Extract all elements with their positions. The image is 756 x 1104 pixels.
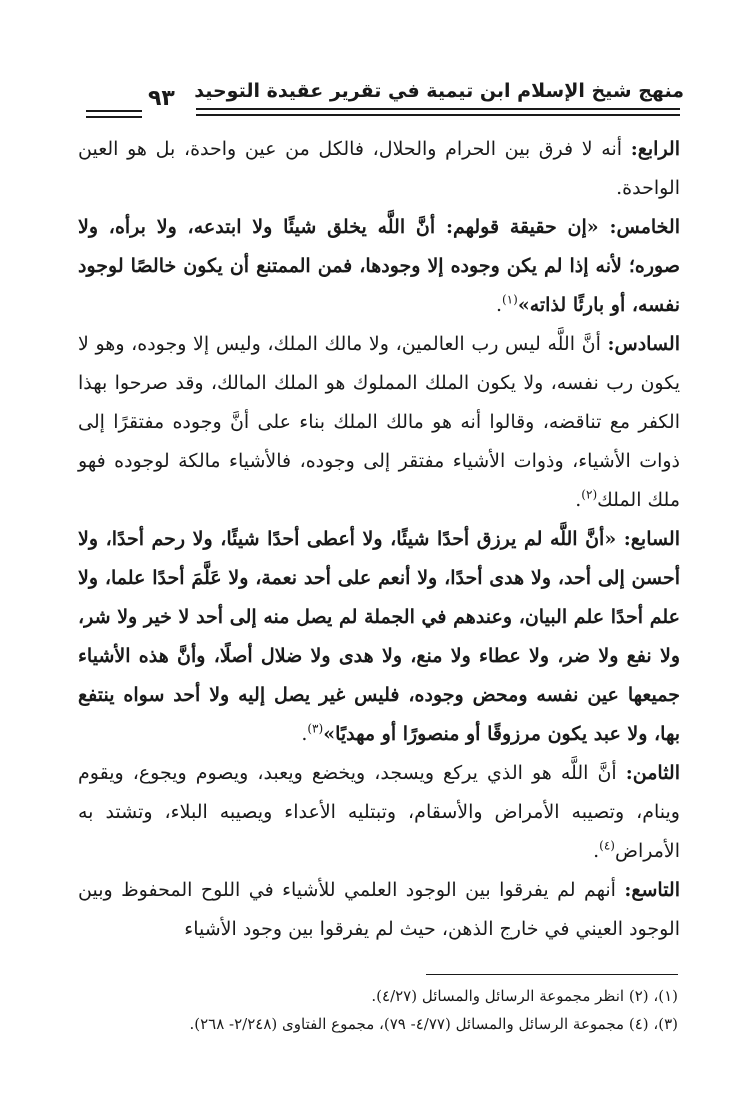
footnote-marker: (١)	[501, 292, 518, 307]
paragraph-eighth: الثامن: أنَّ اللَّه هو الذي يركع ويسجد، ويخضع ويعبد، ويصوم ويجوع، ويقوم وينام، وتصيبه الأمراض والأسقام، وتبتليه الأعداء ويصيبه البلاء، وتشتد به الأمراض$^{(٤)}$.	[78, 762, 680, 862]
paragraph-sixth: السادس: أنَّ اللَّه ليس رب العالمين، ولا مالك الملك، وليس إلا وجوده، وهو لا يكون رب نفسه، ولا يكون الملك المملوك هو الملك المالك، وقد صرحوا بهذا الكفر مع تناقضه، وقالوا أنه هو مالك الملك بناء على أنَّ وجوده مفتقرًا إلى ذوات الأشياء، وذوات الأشياء مفتقر إلى وجوده، فالأشياء مالكة لوجوده فهو ملك الملك$^{(٢)}$.	[78, 333, 680, 511]
paragraph-text: أنَّ اللَّه ليس رب العالمين، ولا مالك الملك، وليس إلا وجوده، وهو لا يكون رب نفسه، ولا يكون الملك المملوك هو الملك المالك، وقد صرحوا بهذا الكفر مع تناقضه، وقالوا أنه هو مالك الملك بناء على أنَّ وجوده مفتقرًا إلى ذوات الأشياء، وذوات الأشياء مفتقر إلى وجوده، فالأشياء مالكة لوجوده فهو ملك الملك	[78, 333, 680, 511]
paragraph-ninth	[78, 871, 680, 949]
paragraph-label: السادس:	[607, 333, 680, 355]
page-number: ٩٣	[148, 86, 175, 111]
footnotes	[76, 982, 678, 1038]
paragraph-fourth	[78, 130, 680, 208]
paragraph-text: أنَّ اللَّه هو الذي يركع ويسجد، ويخضع ويعبد، ويصوم ويجوع، ويقوم وينام، وتصيبه الأمراض والأسقام، وتبتليه الأعداء ويصيبه البلاء، وتشتد به الأمراض	[78, 762, 680, 862]
paragraph-label: الثامن:	[625, 762, 680, 784]
paragraph-fifth: الخامس: «إن حقيقة قولهم: أنَّ اللَّه يخلق شيئًا ولا ابتدعه، ولا برأه، ولا صوره؛ لأنه إذا لم يكن وجوده إلا وجودها، فمن الممتنع أن يكون خالصًا لوجود نفسه، أو بارئًا لذاته»$^{(١)}$.	[78, 216, 680, 316]
footnote-separator	[426, 974, 678, 975]
header-rule	[196, 108, 680, 110]
paragraph-text: أنهم لم يفرقوا بين الوجود العلمي للأشياء في اللوح المحفوظ وبين الوجود العيني في خارج الذهن، حيث لم يفرقوا بين وجود الأشياء	[78, 879, 680, 940]
footnote-marker: (٢)	[581, 487, 598, 502]
paragraph-label: الخامس:	[609, 216, 680, 238]
paragraph-label: الرابع:	[630, 138, 680, 160]
footnote: (١)، (٢) انظر مجموعة الرسائل والمسائل (٤/٢٧).	[371, 987, 678, 1005]
paragraph-text: «أنَّ اللَّه لم يرزق أحدًا شيئًا، ولا أعطى أحدًا شيئًا، ولا رحم أحدًا، ولا أحسن إلى أحد، ولا هدى أحدًا، ولا أنعم على أحد نعمة، ولا عَلَّمَ أحدًا علما، ولا علم أحدًا علم البيان، وعندهم في الجملة لم يصل منه إلى أحد لا خير ولا شر، ولا نفع ولا ضر، ولا عطاء ولا منع، ولا هدى ولا ضلال أصلًا، وأنَّ هذه الأشياء جميعها عين نفسه ومحض وجوده، فليس غير يصل إليه ولا أحد سواه ينتفع بها، ولا عبد يكون مرزوقًا أو منصورًا أو مهديًا»	[78, 528, 680, 745]
header-rule	[196, 114, 680, 116]
footnote-marker: (٣)	[307, 721, 324, 736]
header-rule	[86, 110, 142, 112]
header-rule	[86, 116, 142, 118]
paragraph-text: «إن حقيقة قولهم: أنَّ اللَّه يخلق شيئًا ولا ابتدعه، ولا برأه، ولا صوره؛ لأنه إذا لم يكن وجوده إلا وجودها، فمن الممتنع أن يكون خالصًا لوجود نفسه، أو بارئًا لذاته»	[78, 216, 680, 316]
main-text	[78, 130, 680, 949]
running-title: منهج شيخ الإسلام ابن تيمية في تقرير عقيدة التوحيد	[194, 80, 684, 102]
footnote-marker: (٤)	[599, 838, 615, 853]
paragraph-label: السابع:	[623, 528, 681, 550]
paragraph-text: أنه لا فرق بين الحرام والحلال، فالكل من عين واحدة، بل هو العين الواحدة.	[78, 138, 680, 199]
paragraph-label: التاسع:	[624, 879, 680, 901]
paragraph-seventh: السابع: «أنَّ اللَّه لم يرزق أحدًا شيئًا، ولا أعطى أحدًا شيئًا، ولا رحم أحدًا، ولا أحسن إلى أحد، ولا هدى أحدًا، ولا أنعم على أحد نعمة، ولا عَلَّمَ أحدًا علما، ولا علم أحدًا علم البيان، وعندهم في الجملة لم يصل منه إلى أحد لا خير ولا شر، ولا نفع ولا ضر، ولا عطاء ولا منع، ولا هدى ولا ضلال أصلًا، وأنَّ هذه الأشياء جميعها عين نفسه ومحض وجوده، فليس غير يصل إليه ولا أحد سواه ينتفع بها، ولا عبد يكون مرزوقًا أو منصورًا أو مهديًا»$^{(٣)}$.	[78, 528, 681, 745]
footnote: (٣)، (٤) مجموعة الرسائل والمسائل (٤/٧٧- ٧٩)، مجموع الفتاوى (٢/٢٤٨- ٢٦٨).	[189, 1015, 678, 1033]
